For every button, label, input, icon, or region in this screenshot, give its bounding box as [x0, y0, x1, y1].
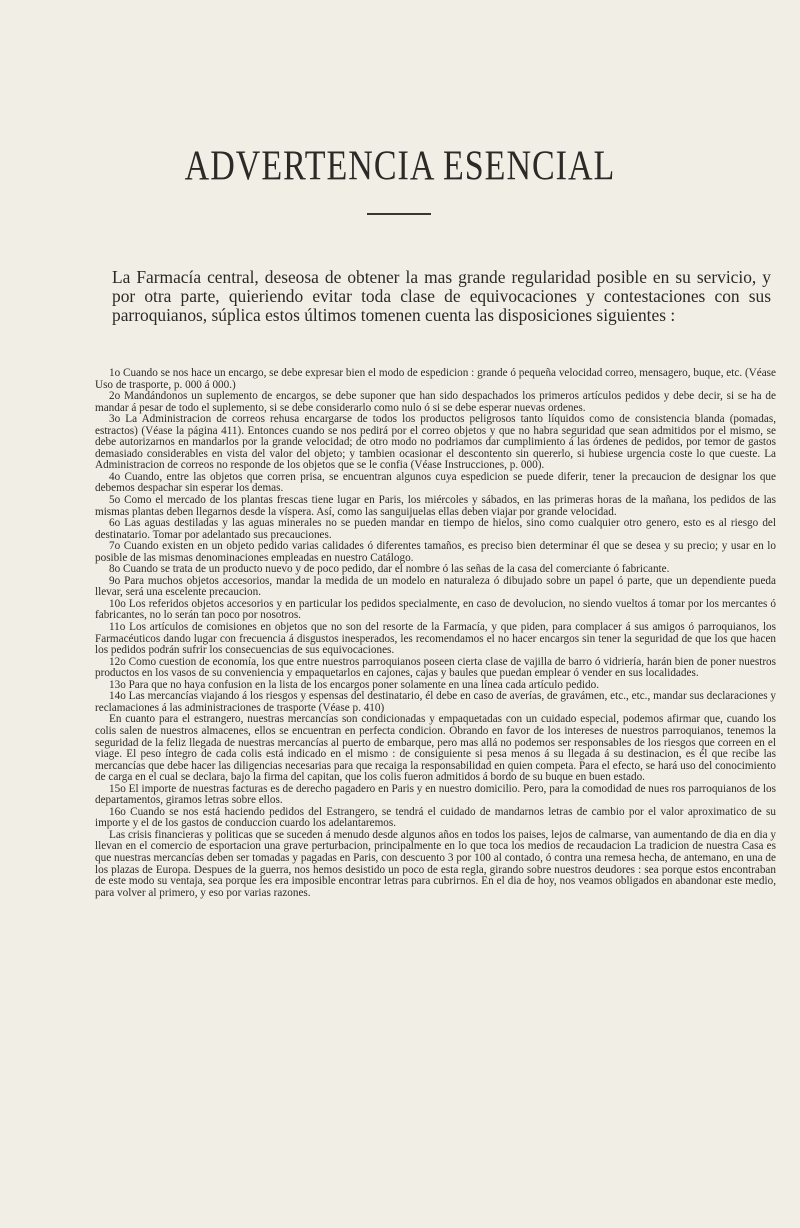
page-title: ADVERTENCIA ESENCIAL [184, 143, 616, 190]
article-8: 8o Cuando se trata de un producto nuevo y de poco pedido, dar el nombre ó las señas de la casa del comerciante ó fabricante. [109, 563, 670, 576]
article-4: 4o Cuando, entre las objetos que corren prisa, se encuentran algunos cuya espedicion se puede diferir, tener la precaucion de designar los que debemos despachar sin esperar los demas. [95, 470, 776, 495]
article-16: 16o Cuando se nos está haciendo pedidos del Estrangero, se tendrá el cuidado de mandarnos letras de cambio por el valor aproximatico de su importe y el de los gastos de conduccion cuardo los adelantaremos. [95, 805, 776, 830]
article-13: 13o Para que no haya confusion en la lista de los encargos poner solamente en una línea cada artículo pedido. [109, 678, 600, 691]
article-1: 1o Cuando se nos hace un encargo, se debe expresar bien el modo de espedicion : grande ó pequeña velocidad correo, mensagero, buque, etc. (Véase Uso de trasporte, p. 000 á 000.) [95, 367, 776, 391]
article-9: 9o Para muchos objetos accesorios, mandar la medida de un modelo en naturaleza ó dibujado sobre un papel ó parte, que un dependiente pueda llevar, será una escelente precaucion. [95, 574, 776, 599]
article-14-foreign: En cuanto para el estrangero, nuestras mercancías son condicionadas y empaquetadas con un cuidado especial, podemos afirmar que, cuando los colis salen de nuestros almacenes, ellos se encuentran en perfecta condicion. Obrando en favor de los intereses de nuestros parroquianos, tenemos la seguridad de la feliz llegada de nuestras mercancías al puerto de embarque, pero mas allá no podemos ser responsables de los riesgos que correen en el viage. El peso íntegro de cada colis está indicado en el mismo : de consiguiente si pesa menos á su llegada á su destinacion, es él que recibe las mercancías que debe hacer las diligencias necesarias para que recaiga la responsabilidad en quien competa. Para el efecto, se hará uso del conocimiento de carga en el cual se declara, bajo la firma del capitan, que los colis fueron admitidos á bordo de su buque en buen estado. [95, 713, 776, 784]
article-6: 6o Las aguas destiladas y las aguas minerales no se pueden mandar en tiempo de hielos, sino como cualquier otro genero, esto es al riesgo del destinatario. Tomar por adelantado sus precauciones. [95, 517, 776, 541]
article-14: 14o Las mercancías viajando á los riesgos y espensas del destinatario, él debe en caso de averías, de gravámen, etc., etc., mandar sus declaraciones y reclamaciones á las administraciones de trasporte (Véase p. 410) [95, 690, 776, 714]
article-5: 5o Como el mercado de los plantas frescas tiene lugar en Paris, los miércoles y sábados, en las primeras horas de la mañana, los pedidos de las mismas plantas deben llegarnos desde la víspera. Así, como las sanguijuelas ellas deben viajar por grande velocidad. [95, 494, 776, 518]
article-7: 7o Cuando existen en un objeto pedido varias calidades ó diferentes tamaños, es preciso bien determinar él que se desea y su precio; y usar en lo posible de las mismas denominaciones empleadas en nuestro Catálogo. [95, 540, 776, 564]
article-15: 15o El importe de nuestras facturas es de derecho pagadero en Paris y en nuestro domicilio. Pero, para la comodidad de nues ros parroquianos de los departamentos, giramos letras sobre ellos. [95, 782, 776, 807]
title-rule [367, 213, 431, 215]
article-3: 3o La Administracion de correos rehusa encargarse de todos los productos peligrosos tanto líquidos como de consistencia blanda (pomadas, estractos) (Véase la página 411). Entonces cuando se nos pedirá por el correo objetos y que no habra seguridad que sean admitidos por el mismo, se debe autorizarnos en mandarlos por la grande velocidad; de otro modo no podriamos dar cumplimiento á las órdenes de pedidos, por temor de gastos demasiado considerables en vista del valor del objeto; y tambien ocasionar el descontento sin quererlo, si hubiese urgencia coste lo que cueste. La Administracion de correos no responde de los objetos que se le confia (Véase Instrucciones, p. 000). [95, 413, 776, 472]
article-11: 11o Los artículos de comisiones en objetos que no son del resorte de la Farmacía, y que piden, para complacer á sus amigos ó parroquianos, los Farmacéuticos dando lugar con frecuencia á disgustos inesperados, les recomendamos el no hacer encargos sin tener la seguridad de que los que hacen los pedidos podrán sufrir los consecuencias de sus equivocaciones. [95, 621, 776, 657]
article-2: 2o Mandándonos un suplemento de encargos, se debe suponer que han sido despachados los primeros artículos pedidos y debe decir, si se ha de mandar á pesar de todo el suplemento, si se debe considerarlo como nulo ó si se debe esperar nuevas ordenes. [95, 390, 776, 414]
intro-paragraph: La Farmacía central, deseosa de obtener la mas grande regularidad posible en su servicio, y por otra parte, quieriendo evitar toda clase de equivocaciones y contestaciones con sus parroquianos, súplica estos últimos tomenen cuenta las disposiciones siguientes : [112, 267, 771, 325]
articles-list [95, 368, 776, 899]
article-10: 10o Los referidos objetos accesorios y en particular los pedidos specialmente, en caso de devolucion, no siendo vueltos á tomar por los mercantes ó fabricantes, no lo serán tan poco por nosotros. [95, 597, 776, 622]
closing-paragraph: Las crisis financieras y politicas que se suceden á menudo desde algunos años en todos los paises, lejos de calmarse, van aumentando de dia en dia y llevan en el comercio de esportacion una grave perturbacion, principalmente en lo que toca los medios de recaudacion La tradicion de nuestra Casa es que nuestras mercancías deben ser tomadas y pagadas en Paris, con descuento 3 por 100 al contado, ó contra una remesa hecha, de antemano, en una de los plazas de Europa. Despues de la guerra, nos hemos desistido un poco de esta regla, girando sobre nuestros deudores : sea porque estos encontraban de este modo su ventaja, sea porque les era imposible encontrar letras para cubrirnos. En el dia de hoy, nos veamos obligados en abandonar este medio, para volver al primero, y eso por varias razones. [95, 828, 776, 899]
article-12: 12o Como cuestion de economía, los que entre nuestros parroquianos poseen cierta clase de vajilla de barro ó vidriería, harán bien de poner nuestros productos en los vasos de su conveniencia y empaquetarlos en cajones, cajas y baules que puedan emplear ó vender en sus localidades. [95, 655, 776, 680]
